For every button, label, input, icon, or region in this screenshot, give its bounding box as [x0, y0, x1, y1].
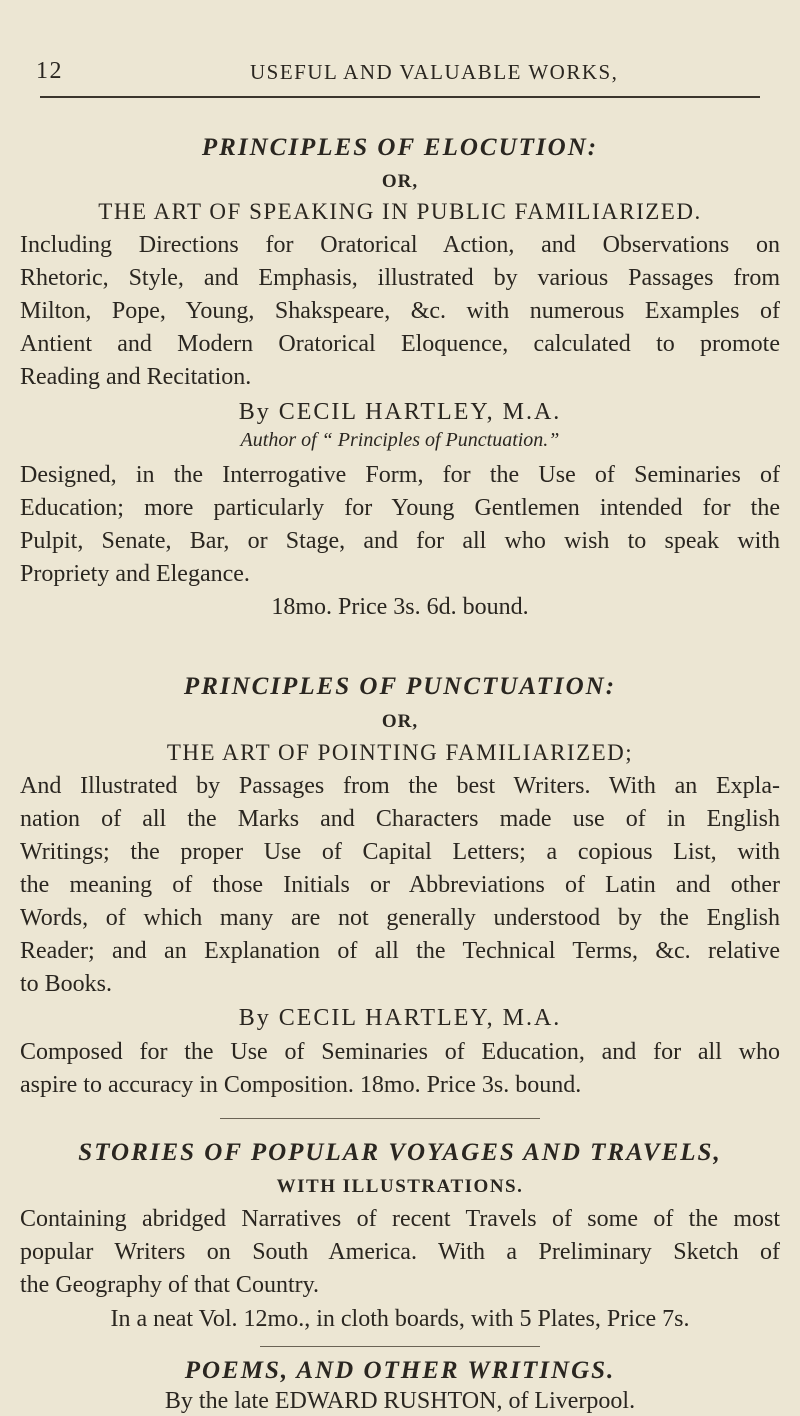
entry-composed-line: Composed for the Use of Seminaries of Education, and for all who [20, 1039, 780, 1065]
entry-title: STORIES OF POPULAR VOYAGES AND TRAVELS, [78, 1139, 722, 1166]
section-rule [220, 1118, 540, 1119]
entry-author: By CECIL HARTLEY, M.A. [238, 1005, 562, 1031]
entry-design-line: Designed, in the Interrogative Form, for the Use of Seminaries of [20, 462, 780, 488]
entry-description-line: Including Directions for Oratorical Action, and Observations on [20, 232, 780, 258]
entry-description-line: Words, of which many are not generally understood by the English [20, 905, 780, 931]
entry-subtitle: THE ART OF POINTING FAMILIARIZED; [166, 740, 634, 765]
entry-description-line: Reader; and an Explanation of all the Technical Terms, &c. relative [20, 938, 780, 964]
section-rule [260, 1346, 540, 1347]
entry-author-note: Author of “ Principles of Punctuation.” [240, 429, 560, 451]
entry-subtitle: THE ART OF SPEAKING IN PUBLIC FAMILIARIZED. [98, 199, 702, 224]
entry-description-line: Writings; the proper Use of Capital Letters; a copious List, with [20, 839, 780, 865]
entry-description-line: the Geography of that Country. [20, 1272, 320, 1298]
entry-or: OR, [381, 711, 419, 732]
entry-title: PRINCIPLES OF PUNCTUATION: [183, 673, 617, 700]
entry-description-line: the meaning of those Initials or Abbreviations of Latin and other [20, 872, 780, 898]
entry-title: POEMS, AND OTHER WRITINGS. [184, 1357, 616, 1384]
entry-description-line: Rhetoric, Style, and Emphasis, illustrated by various Passages from [20, 265, 780, 291]
header-rule [40, 96, 760, 98]
entry-design-line: Pulpit, Senate, Bar, or Stage, and for all who wish to speak with [20, 528, 780, 554]
entry-description-line: popular Writers on South America. With a Preliminary Sketch of [20, 1239, 780, 1265]
running-title: USEFUL AND VALUABLE WORKS, [250, 60, 619, 84]
entry-price: 18mo. Price 3s. 6d. bound. [271, 594, 529, 620]
entry-description-line: Containing abridged Narratives of recent Travels of some of the most [20, 1206, 780, 1232]
entry-author: By the late EDWARD RUSHTON, of Liverpool. [164, 1388, 636, 1414]
entry-title: PRINCIPLES OF ELOCUTION: [201, 134, 599, 161]
entry-description-line: to Books. [20, 971, 113, 997]
entry-or: OR, [381, 171, 419, 192]
entry-author: By CECIL HARTLEY, M.A. [238, 399, 562, 425]
entry-design-line: Propriety and Elegance. [20, 561, 250, 587]
running-header [0, 58, 800, 88]
entry-composed-line: aspire to accuracy in Composition. 18mo. Price 3s. bound. [20, 1072, 582, 1098]
entry-description-line: nation of all the Marks and Characters made use of in English [20, 806, 780, 832]
entry-description-line: And Illustrated by Passages from the best Writers. With an Expla- [20, 773, 780, 799]
entry-description-line: Milton, Pope, Young, Shakspeare, &c. with numerous Examples of [20, 298, 780, 324]
entry-design-line: Education; more particularly for Young Gentlemen intended for the [20, 495, 780, 521]
entry-description-line: Reading and Recitation. [20, 364, 252, 390]
page-number: 12 [36, 58, 63, 84]
entry-description-line: Antient and Modern Oratorical Eloquence, calculated to promote [20, 331, 780, 357]
entry-subtitle: WITH ILLUSTRATIONS. [276, 1176, 524, 1197]
entry-price: In a neat Vol. 12mo., in cloth boards, with 5 Plates, Price 7s. [110, 1306, 690, 1332]
